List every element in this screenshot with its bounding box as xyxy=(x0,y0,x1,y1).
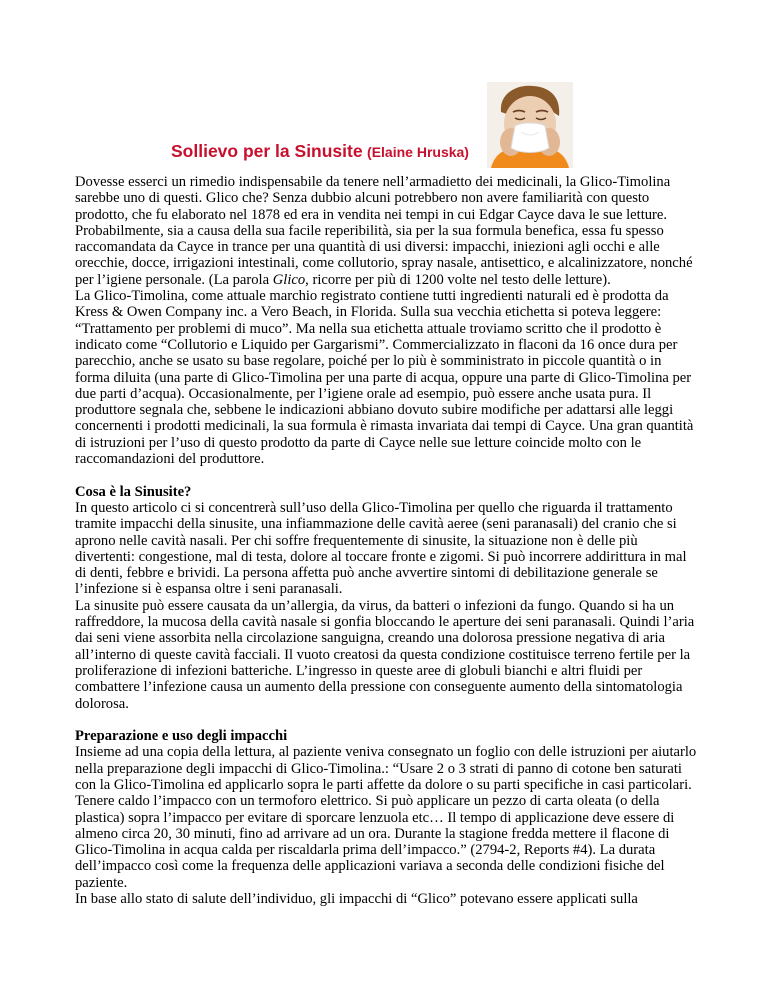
article-body xyxy=(75,174,699,907)
article-title: Sollievo per la Sinusite xyxy=(171,141,363,161)
section-impacchi-paragraph-2: In base allo stato di salute dell’individuo, gli impacchi di “Glico” potevano essere applicati sulla xyxy=(75,891,638,908)
paragraph-spacer xyxy=(75,467,699,483)
intro-paragraph-1-text-b: , ricorre per più di 1200 volte nel testo delle letture). xyxy=(305,271,611,288)
intro-paragraph-2: La Glico-Timolina, come attuale marchio registrato contiene tutti ingredienti naturali ed è prodotta da Kress & Owen Company inc. a Vero Beach, in Florida. Sulla sua vecchia etichetta si poteva leggere: “Trattamento per problemi di muco”. Ma nella sua etichetta attuale troviamo scritto che il prodotto è indicato come “Collutorio e Liquido per Gargarismi”. Commercializzato in flaconi da 16 once dura per parecchio, anche se usato su base regolare, poiché per lo più è somministrato in piccole quantità o in forma diluita (una parte di Glico-Timolina per una parte di acqua, oppure una parte di Glico-Timolina per due parti d’acqua). Occasionalmente, per l’igiene orale ad esempio, può essere anche usata pura. Il produttore segnala che, sebbene le indicazioni abbiano dovuto subire modifiche per adattarsi alle leggi concernenti i prodotti medicinali, la sua formula è rimasta invariata dai tempi di Cayce. Una gran quantità di istruzioni per l’uso di questo prodotto da parte di Cayce nelle sue letture coincide molto con le raccomandazioni del produttore. xyxy=(75,288,694,468)
article-author: (Elaine Hruska) xyxy=(367,144,469,160)
section-heading-sinusite: Cosa è la Sinusite? xyxy=(75,483,192,500)
article-title-line xyxy=(171,141,469,162)
intro-paragraph-1-text-a: Dovesse esserci un rimedio indispensabile da tenere nell’armadietto dei medicinali, la Glico-Timolina sarebbe uno di questi. Glico che? Senza dubbio alcuni potrebbero non avere familiarità con questo prodotto, che fu elaborato nel 1878 ed era in vendita nei tempi in cui Edgar Cayce dava le sue letture. Probabilmente, sia a causa della sua facile reperibilità, sia per la sua formula benefica, essa fu spesso raccomandata da Cayce in trance per una quantità di usi diversi: impacchi, iniezioni agli occhi e alle orecchie, docce, irrigazioni intestinali, come collutorio, spray nasale, antisettico, e alcalinizzatore, nonché per l’igiene personale. (La parola xyxy=(75,174,693,288)
paragraph-spacer xyxy=(75,712,699,728)
person-blowing-nose-photo xyxy=(487,82,573,168)
person-blowing-nose-illustration xyxy=(487,82,573,168)
section-impacchi-paragraph-1: Insieme ad una copia della lettura, al paziente veniva consegnato un foglio con delle istruzioni per aiutarlo nella preparazione degli impacchi di Glico-Timolina.: “Usare 2 o 3 strati di panno di cotone ben saturati con la Glico-Timolina ed applicarlo sopra le parti affette da dolore o su parti specifiche in casi particolari. Tenere caldo l’impacco con un termoforo elettrico. Si può applicare un pezzo di carta oleata (o della plastica) sopra l’impacco per evitare di sporcare lenzuola etc… Il tempo di applicazione deve essere di almeno circa 20, 30 minuti, fino ad arrivare ad un ora. Durante la stagione fredda mettere il flacone di Glico-Timolina in acqua calda per riscaldarla prima dell’impacco.” (2794-2, Reports #4). La durata dell’impacco così come la frequenza delle applicazioni variava a seconda delle condizioni fisiche del paziente. xyxy=(75,744,697,891)
section-sinusite-paragraph-2: La sinusite può essere causata da un’allergia, da virus, da batteri o infezioni da fungo. Quando si ha un raffreddore, la mucosa della cavità nasale si gonfia bloccando le aperture dei seni paranasali. Quindi l’aria dai seni viene assorbita nella circolazione sanguigna, creando una dolorosa pressione negativa di aria all’interno di queste cavità facciali. Il vuoto creatosi da questa condizione costituisce terreno fertile per la proliferazione di infezioni batteriche. L’ingresso in queste aree di globuli bianchi e altri fluidi per combattere l’infezione causa un aumento della pressione con conseguente aumento della sintomatologia dolorosa. xyxy=(75,597,695,712)
section-heading-impacchi: Preparazione e uso degli impacchi xyxy=(75,728,288,745)
section-sinusite-paragraph-1: In questo articolo ci si concentrerà sull’uso della Glico-Timolina per quello che riguarda il trattamento tramite impacchi della sinusite, una infiammazione delle cavità aeree (seni paranasali) del cranio che si aprono nelle cavità nasali. Per chi soffre frequentemente di sinusite, la situazione non è delle più divertenti: congestione, mal di testa, dolore al toccare fronte e zigomi. Si può incorrere addirittura in mal di denti, febbre e brividi. La persona affetta può anche avvertire sintomi di debilitazione generale se l’infezione si è espansa oltre i seni paranasali. xyxy=(75,499,687,598)
intro-paragraph-1-italic: Glico xyxy=(272,271,306,288)
intro-paragraph-1 xyxy=(75,174,699,288)
